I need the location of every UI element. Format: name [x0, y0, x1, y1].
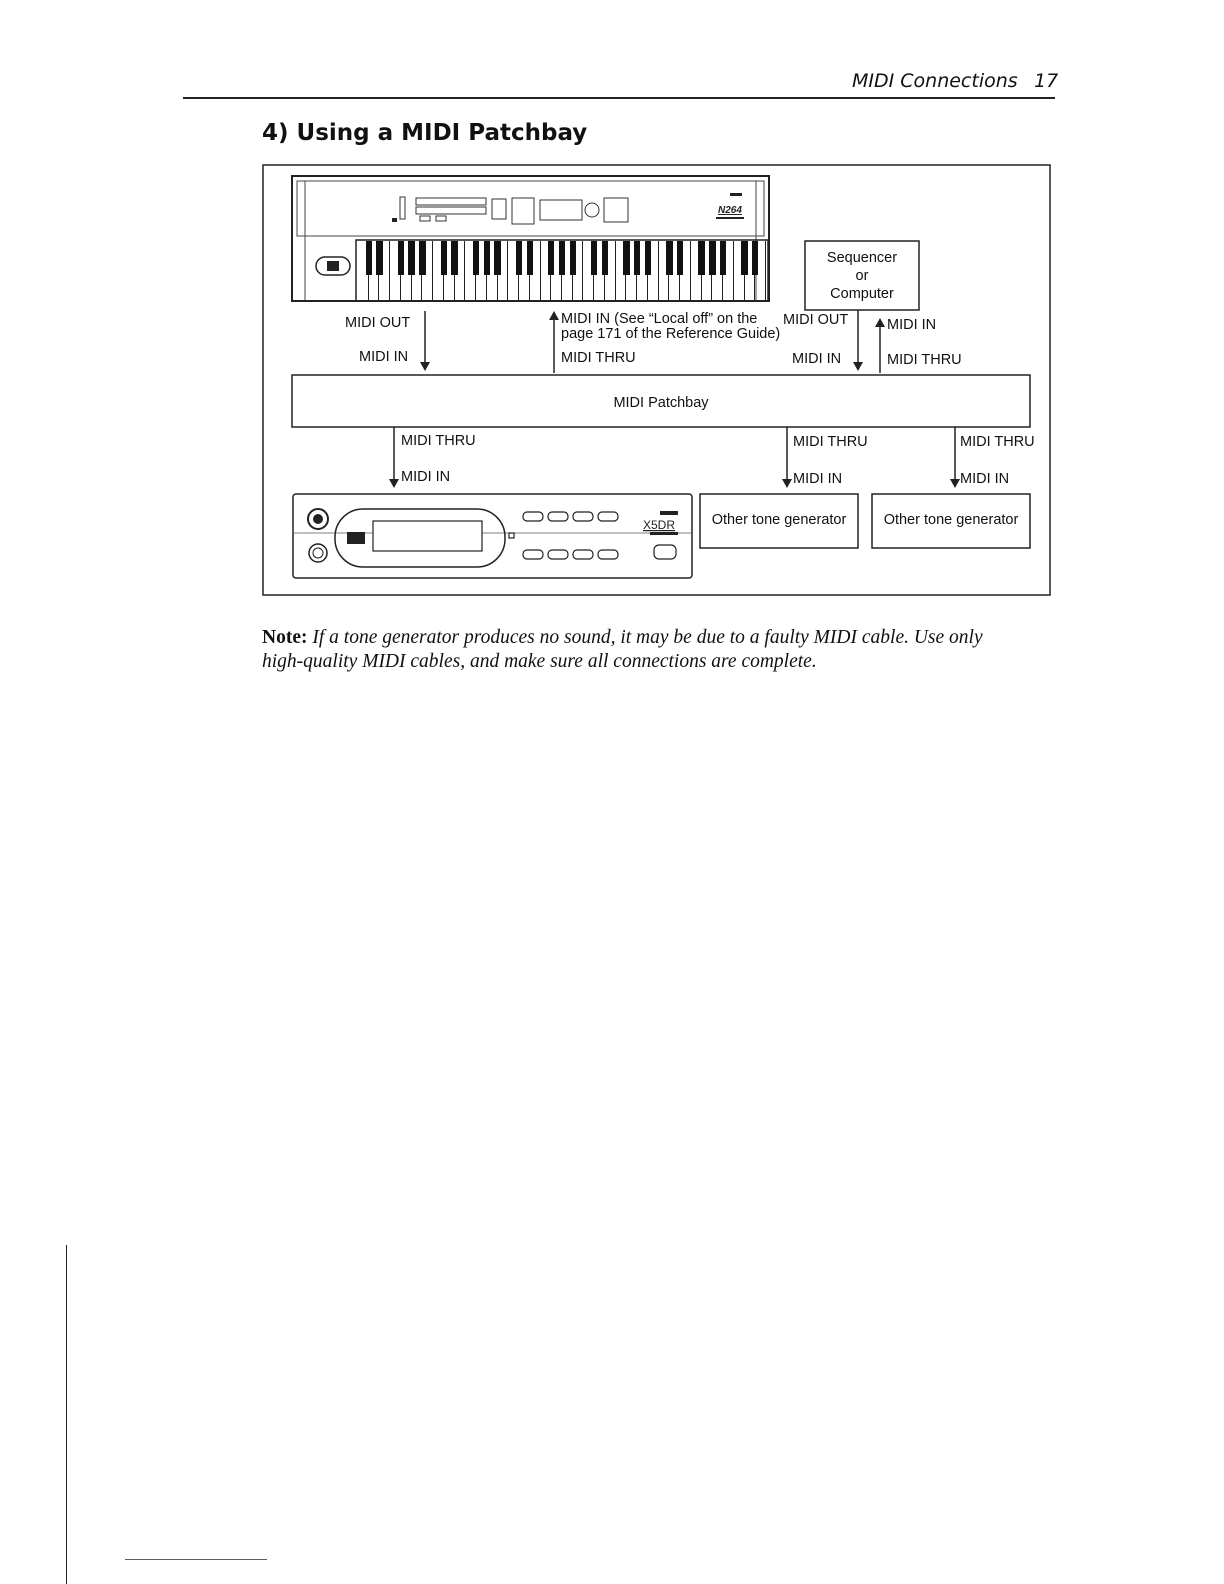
keyboard-keys — [358, 241, 766, 301]
black-key — [398, 241, 404, 275]
sequencer-midi-out-label: MIDI OUT — [783, 312, 849, 328]
black-key — [752, 241, 758, 275]
black-key — [559, 241, 565, 275]
black-key — [623, 241, 629, 275]
page-number: 17 — [1034, 70, 1059, 92]
svg-text:X5DR: X5DR — [643, 518, 676, 532]
section-title: 4) Using a MIDI Patchbay — [262, 120, 588, 146]
black-key — [473, 241, 479, 275]
black-key — [419, 241, 425, 275]
diagram-lines — [0, 0, 1224, 620]
sequencer-midi-in-top-label: MIDI IN — [887, 317, 937, 333]
black-key — [408, 241, 414, 275]
black-key — [720, 241, 726, 275]
running-header-title: MIDI Connections — [852, 70, 1018, 92]
black-key — [709, 241, 715, 275]
keyboard-midi-thru-label: MIDI THRU — [561, 350, 636, 366]
tone-gen1-box-label: Other tone generator — [711, 512, 847, 528]
tone-gen1-midi-in-label: MIDI IN — [793, 471, 843, 487]
sequencer-line: Computer — [830, 286, 894, 302]
patchbay-label: MIDI Patchbay — [613, 395, 709, 411]
footer-rule — [125, 1559, 267, 1560]
scan-margin-line — [66, 1245, 67, 1584]
sequencer-midi-thru-label: MIDI THRU — [887, 352, 962, 368]
sequencer-midi-in-bottom-label: MIDI IN — [792, 351, 842, 367]
local-off-line2: page 171 of the Reference Guide) — [561, 326, 781, 342]
x5dr-midi-in-label: MIDI IN — [401, 469, 451, 485]
x5dr-illustration — [293, 494, 692, 578]
black-key — [570, 241, 576, 275]
tone-gen2-midi-in-label: MIDI IN — [960, 471, 1010, 487]
patchbay-diagram — [0, 0, 1224, 620]
black-key — [548, 241, 554, 275]
black-key — [741, 241, 747, 275]
black-key — [634, 241, 640, 275]
svg-text:N264: N264 — [718, 205, 742, 216]
tone-gen1-midi-thru-label: MIDI THRU — [793, 434, 868, 450]
note-text-line2: high-quality MIDI cables, and make sure all connections are complete. — [262, 651, 817, 672]
black-key — [376, 241, 382, 275]
tone-gen2-box-label: Other tone generator — [883, 512, 1019, 528]
keyboard-midi-out-label: MIDI OUT — [345, 315, 411, 331]
keyboard-midi-in-local-label — [561, 312, 780, 342]
tone-gen2-midi-thru-label: MIDI THRU — [960, 434, 1035, 450]
local-off-line1: MIDI IN (See “Local off” on the — [561, 311, 758, 327]
black-key — [366, 241, 372, 275]
note-paragraph — [262, 626, 1062, 674]
black-key — [602, 241, 608, 275]
keyboard-midi-in-label: MIDI IN — [359, 349, 409, 365]
black-key — [484, 241, 490, 275]
black-key — [516, 241, 522, 275]
black-key — [698, 241, 704, 275]
black-key — [451, 241, 457, 275]
black-key — [494, 241, 500, 275]
note-text-line1: If a tone generator produces no sound, it may be due to a faulty MIDI cable. Use only — [312, 627, 983, 648]
sequencer-line: Sequencer — [826, 250, 898, 266]
x5dr-midi-thru-label: MIDI THRU — [401, 433, 476, 449]
black-key — [527, 241, 533, 275]
note-label: Note: — [262, 627, 308, 648]
black-key — [645, 241, 651, 275]
sequencer-line: or — [855, 268, 869, 284]
black-key — [591, 241, 597, 275]
sequencer-box — [805, 249, 919, 303]
black-key — [666, 241, 672, 275]
black-key — [677, 241, 683, 275]
black-key — [441, 241, 447, 275]
